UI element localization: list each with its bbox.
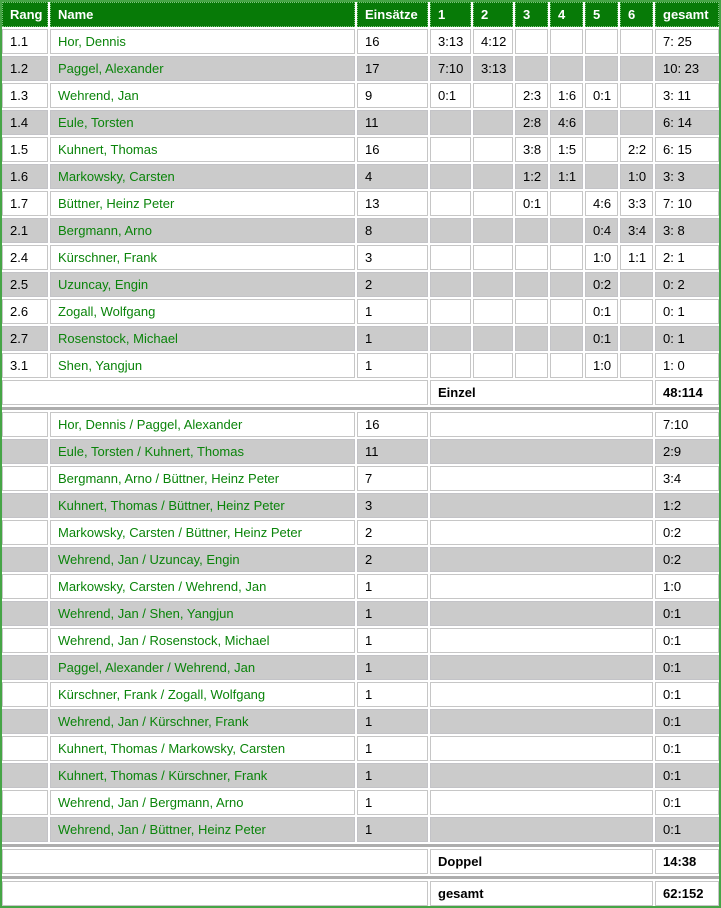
header-cell-rang: Rang [2, 2, 48, 27]
round-2-score [473, 164, 513, 189]
pair-name: Markowsky, Carsten / Wehrend, Jan [50, 574, 355, 599]
rounds-empty-cell [430, 439, 653, 464]
rank-cell: 2.7 [2, 326, 48, 351]
gesamt-cell: 0:1 [655, 790, 719, 815]
round-1-score [430, 164, 471, 189]
gesamt-cell: 0:1 [655, 628, 719, 653]
section-separator [2, 844, 719, 847]
doppel-label: Doppel [430, 849, 653, 874]
round-4-score [550, 29, 583, 54]
rank-cell [2, 736, 48, 761]
round-3-score: 3:8 [515, 137, 548, 162]
table-row [2, 412, 719, 437]
rank-cell: 3.1 [2, 353, 48, 378]
header-cell-round-4: 4 [550, 2, 583, 27]
einsaetze-cell: 2 [357, 547, 428, 572]
einsaetze-cell: 17 [357, 56, 428, 81]
table-row [2, 763, 719, 788]
header-cell-gesamt: gesamt [655, 2, 719, 27]
table-row [2, 628, 719, 653]
player-name: Zogall, Wolfgang [50, 299, 355, 324]
round-3-score [515, 353, 548, 378]
pair-name: Hor, Dennis / Paggel, Alexander [50, 412, 355, 437]
round-2-score [473, 137, 513, 162]
section-separator [2, 407, 719, 410]
rank-cell [2, 655, 48, 680]
einsaetze-cell: 1 [357, 326, 428, 351]
rank-cell [2, 682, 48, 707]
rank-cell [2, 493, 48, 518]
round-1-score: 0:1 [430, 83, 471, 108]
rank-cell: 1.4 [2, 110, 48, 135]
table-row [2, 218, 719, 243]
einsaetze-cell: 8 [357, 218, 428, 243]
table-row [2, 655, 719, 680]
gesamt-cell: 0:1 [655, 682, 719, 707]
gesamt-label: gesamt [430, 881, 653, 906]
round-6-score [620, 299, 653, 324]
gesamt-cell: 0: 1 [655, 326, 719, 351]
rank-cell [2, 520, 48, 545]
round-1-score [430, 218, 471, 243]
section-separator [2, 876, 719, 879]
round-3-score [515, 272, 548, 297]
round-2-score [473, 272, 513, 297]
gesamt-cell: 0: 1 [655, 299, 719, 324]
einsaetze-cell: 13 [357, 191, 428, 216]
round-5-score: 0:1 [585, 326, 618, 351]
table-row [2, 790, 719, 815]
player-name: Hor, Dennis [50, 29, 355, 54]
round-6-score: 3:3 [620, 191, 653, 216]
round-4-score [550, 272, 583, 297]
gesamt-summary-row [2, 881, 719, 906]
rounds-empty-cell [430, 574, 653, 599]
player-name: Wehrend, Jan [50, 83, 355, 108]
gesamt-cell: 3: 11 [655, 83, 719, 108]
table-row [2, 272, 719, 297]
rounds-empty-cell [430, 520, 653, 545]
round-6-score [620, 56, 653, 81]
pair-name: Markowsky, Carsten / Büttner, Heinz Peter [50, 520, 355, 545]
round-4-score [550, 191, 583, 216]
round-5-score: 1:0 [585, 353, 618, 378]
gesamt-cell: 0:2 [655, 520, 719, 545]
header-cell-name: Name [50, 2, 355, 27]
gesamt-cell: 6: 15 [655, 137, 719, 162]
round-6-score: 2:2 [620, 137, 653, 162]
header-cell-round-2: 2 [473, 2, 513, 27]
table-row [2, 709, 719, 734]
round-5-score [585, 29, 618, 54]
einsaetze-cell: 4 [357, 164, 428, 189]
pair-name: Wehrend, Jan / Shen, Yangjun [50, 601, 355, 626]
rounds-empty-cell [430, 763, 653, 788]
table-row [2, 191, 719, 216]
rank-cell [2, 790, 48, 815]
pair-name: Kürschner, Frank / Zogall, Wolfgang [50, 682, 355, 707]
einzel-label: Einzel [430, 380, 653, 405]
einsaetze-cell: 1 [357, 682, 428, 707]
round-5-score [585, 164, 618, 189]
table-row [2, 299, 719, 324]
gesamt-empty-cell [2, 881, 428, 906]
round-6-score: 1:0 [620, 164, 653, 189]
round-4-score [550, 218, 583, 243]
player-name: Eule, Torsten [50, 110, 355, 135]
round-5-score: 0:1 [585, 83, 618, 108]
gesamt-cell: 1:2 [655, 493, 719, 518]
round-4-score: 1:1 [550, 164, 583, 189]
round-2-score [473, 299, 513, 324]
table-row [2, 520, 719, 545]
round-4-score [550, 245, 583, 270]
header-cell-round-1: 1 [430, 2, 471, 27]
round-5-score: 0:1 [585, 299, 618, 324]
einsaetze-cell: 9 [357, 83, 428, 108]
player-name: Paggel, Alexander [50, 56, 355, 81]
rounds-empty-cell [430, 709, 653, 734]
einsaetze-cell: 11 [357, 110, 428, 135]
pair-name: Kuhnert, Thomas / Büttner, Heinz Peter [50, 493, 355, 518]
table-row [2, 164, 719, 189]
einsaetze-cell: 11 [357, 439, 428, 464]
round-4-score: 1:6 [550, 83, 583, 108]
rank-cell [2, 547, 48, 572]
round-1-score [430, 353, 471, 378]
table-row [2, 137, 719, 162]
round-6-score [620, 110, 653, 135]
round-5-score: 4:6 [585, 191, 618, 216]
pair-name: Wehrend, Jan / Büttner, Heinz Peter [50, 817, 355, 842]
einsaetze-cell: 1 [357, 763, 428, 788]
round-2-score [473, 110, 513, 135]
round-5-score [585, 110, 618, 135]
gesamt-cell: 2:9 [655, 439, 719, 464]
rank-cell: 2.6 [2, 299, 48, 324]
gesamt-cell: 0:1 [655, 601, 719, 626]
einsaetze-cell: 1 [357, 601, 428, 626]
rounds-empty-cell [430, 790, 653, 815]
round-4-score [550, 299, 583, 324]
gesamt-cell: 0:1 [655, 655, 719, 680]
round-6-score [620, 353, 653, 378]
table-row [2, 56, 719, 81]
header-cell-round-3: 3 [515, 2, 548, 27]
rounds-empty-cell [430, 547, 653, 572]
pair-name: Kuhnert, Thomas / Markowsky, Carsten [50, 736, 355, 761]
gesamt-cell: 7:10 [655, 412, 719, 437]
table-header-row [2, 2, 719, 27]
header-cell-round-6: 6 [620, 2, 653, 27]
round-1-score [430, 272, 471, 297]
table-row [2, 29, 719, 54]
table-row [2, 493, 719, 518]
rounds-empty-cell [430, 817, 653, 842]
einsaetze-cell: 16 [357, 412, 428, 437]
pair-name: Paggel, Alexander / Wehrend, Jan [50, 655, 355, 680]
round-2-score [473, 353, 513, 378]
round-3-score [515, 29, 548, 54]
pair-name: Wehrend, Jan / Rosenstock, Michael [50, 628, 355, 653]
player-name: Bergmann, Arno [50, 218, 355, 243]
pair-name: Wehrend, Jan / Kürschner, Frank [50, 709, 355, 734]
rank-cell [2, 763, 48, 788]
pair-name: Kuhnert, Thomas / Kürschner, Frank [50, 763, 355, 788]
rank-cell: 1.3 [2, 83, 48, 108]
rank-cell [2, 628, 48, 653]
rank-cell [2, 439, 48, 464]
round-5-score [585, 56, 618, 81]
round-6-score [620, 29, 653, 54]
rank-cell: 1.7 [2, 191, 48, 216]
einzel-summary-row [2, 380, 719, 405]
rounds-empty-cell [430, 628, 653, 653]
player-name: Büttner, Heinz Peter [50, 191, 355, 216]
rank-cell [2, 466, 48, 491]
gesamt-cell: 0:2 [655, 547, 719, 572]
einsaetze-cell: 1 [357, 353, 428, 378]
rounds-empty-cell [430, 493, 653, 518]
table-row [2, 245, 719, 270]
table-row [2, 353, 719, 378]
einsaetze-cell: 16 [357, 137, 428, 162]
einsaetze-cell: 7 [357, 466, 428, 491]
pair-name: Wehrend, Jan / Bergmann, Arno [50, 790, 355, 815]
table-row [2, 601, 719, 626]
round-3-score [515, 299, 548, 324]
table-row [2, 110, 719, 135]
round-6-score: 1:1 [620, 245, 653, 270]
round-1-score [430, 245, 471, 270]
einsaetze-cell: 1 [357, 736, 428, 761]
round-6-score [620, 83, 653, 108]
rank-cell: 2.5 [2, 272, 48, 297]
doppel-total: 14:38 [655, 849, 719, 874]
round-4-score: 1:5 [550, 137, 583, 162]
gesamt-cell: 3: 8 [655, 218, 719, 243]
singles-section [2, 29, 719, 378]
round-3-score [515, 56, 548, 81]
einsaetze-cell: 2 [357, 520, 428, 545]
gesamt-cell: 0:1 [655, 817, 719, 842]
header-cell-einsaetze: Einsätze [357, 2, 428, 27]
round-4-score [550, 353, 583, 378]
round-2-score [473, 191, 513, 216]
einsaetze-cell: 1 [357, 628, 428, 653]
round-1-score [430, 326, 471, 351]
table-row [2, 466, 719, 491]
einsaetze-cell: 1 [357, 817, 428, 842]
round-4-score [550, 326, 583, 351]
gesamt-cell: 0:1 [655, 763, 719, 788]
player-name: Uzuncay, Engin [50, 272, 355, 297]
player-name: Rosenstock, Michael [50, 326, 355, 351]
einsaetze-cell: 16 [357, 29, 428, 54]
gesamt-cell: 6: 14 [655, 110, 719, 135]
round-1-score [430, 110, 471, 135]
player-name: Kuhnert, Thomas [50, 137, 355, 162]
rank-cell [2, 601, 48, 626]
rank-cell [2, 412, 48, 437]
gesamt-cell: 1: 0 [655, 353, 719, 378]
round-2-score [473, 83, 513, 108]
round-3-score [515, 218, 548, 243]
pair-name: Eule, Torsten / Kuhnert, Thomas [50, 439, 355, 464]
round-3-score [515, 245, 548, 270]
round-5-score: 1:0 [585, 245, 618, 270]
rounds-empty-cell [430, 412, 653, 437]
gesamt-cell: 3: 3 [655, 164, 719, 189]
round-5-score: 0:4 [585, 218, 618, 243]
einsaetze-cell: 1 [357, 655, 428, 680]
rank-cell: 1.1 [2, 29, 48, 54]
einsaetze-cell: 1 [357, 790, 428, 815]
round-3-score: 2:3 [515, 83, 548, 108]
gesamt-cell: 0: 2 [655, 272, 719, 297]
player-name: Markowsky, Carsten [50, 164, 355, 189]
round-5-score: 0:2 [585, 272, 618, 297]
gesamt-cell: 1:0 [655, 574, 719, 599]
einsaetze-cell: 1 [357, 299, 428, 324]
round-1-score [430, 137, 471, 162]
einsaetze-cell: 1 [357, 574, 428, 599]
round-2-score: 4:12 [473, 29, 513, 54]
round-3-score: 2:8 [515, 110, 548, 135]
header-cell-round-5: 5 [585, 2, 618, 27]
round-3-score: 1:2 [515, 164, 548, 189]
einzel-total: 48:114 [655, 380, 719, 405]
rank-cell: 2.4 [2, 245, 48, 270]
pair-name: Bergmann, Arno / Büttner, Heinz Peter [50, 466, 355, 491]
gesamt-cell: 10: 23 [655, 56, 719, 81]
table-row [2, 83, 719, 108]
gesamt-cell: 0:1 [655, 736, 719, 761]
player-name: Shen, Yangjun [50, 353, 355, 378]
einsaetze-cell: 3 [357, 245, 428, 270]
table-row [2, 547, 719, 572]
rank-cell [2, 574, 48, 599]
gesamt-cell: 0:1 [655, 709, 719, 734]
doppel-empty-cell [2, 849, 428, 874]
table-row [2, 736, 719, 761]
player-name: Kürschner, Frank [50, 245, 355, 270]
einsaetze-cell: 3 [357, 493, 428, 518]
round-1-score: 3:13 [430, 29, 471, 54]
rounds-empty-cell [430, 736, 653, 761]
rank-cell: 1.5 [2, 137, 48, 162]
rounds-empty-cell [430, 466, 653, 491]
gesamt-cell: 7: 10 [655, 191, 719, 216]
rounds-empty-cell [430, 601, 653, 626]
table-row [2, 326, 719, 351]
table-row [2, 439, 719, 464]
gesamt-cell: 3:4 [655, 466, 719, 491]
table-row [2, 682, 719, 707]
round-2-score [473, 245, 513, 270]
round-4-score [550, 56, 583, 81]
round-1-score: 7:10 [430, 56, 471, 81]
rank-cell: 1.6 [2, 164, 48, 189]
doubles-section [2, 412, 719, 842]
einzel-empty-cell [2, 380, 428, 405]
rank-cell: 1.2 [2, 56, 48, 81]
gesamt-total: 62:152 [655, 881, 719, 906]
rank-cell: 2.1 [2, 218, 48, 243]
round-3-score [515, 326, 548, 351]
round-6-score: 3:4 [620, 218, 653, 243]
round-2-score [473, 326, 513, 351]
rank-cell [2, 709, 48, 734]
round-6-score [620, 326, 653, 351]
doppel-summary-row [2, 849, 719, 874]
round-6-score [620, 272, 653, 297]
round-1-score [430, 299, 471, 324]
gesamt-cell: 7: 25 [655, 29, 719, 54]
rounds-empty-cell [430, 655, 653, 680]
pair-name: Wehrend, Jan / Uzuncay, Engin [50, 547, 355, 572]
round-5-score [585, 137, 618, 162]
einsaetze-cell: 2 [357, 272, 428, 297]
round-2-score: 3:13 [473, 56, 513, 81]
round-1-score [430, 191, 471, 216]
einsaetze-cell: 1 [357, 709, 428, 734]
gesamt-cell: 2: 1 [655, 245, 719, 270]
round-2-score [473, 218, 513, 243]
round-4-score: 4:6 [550, 110, 583, 135]
round-3-score: 0:1 [515, 191, 548, 216]
rank-cell [2, 817, 48, 842]
rounds-empty-cell [430, 682, 653, 707]
table-row [2, 817, 719, 842]
table-row [2, 574, 719, 599]
